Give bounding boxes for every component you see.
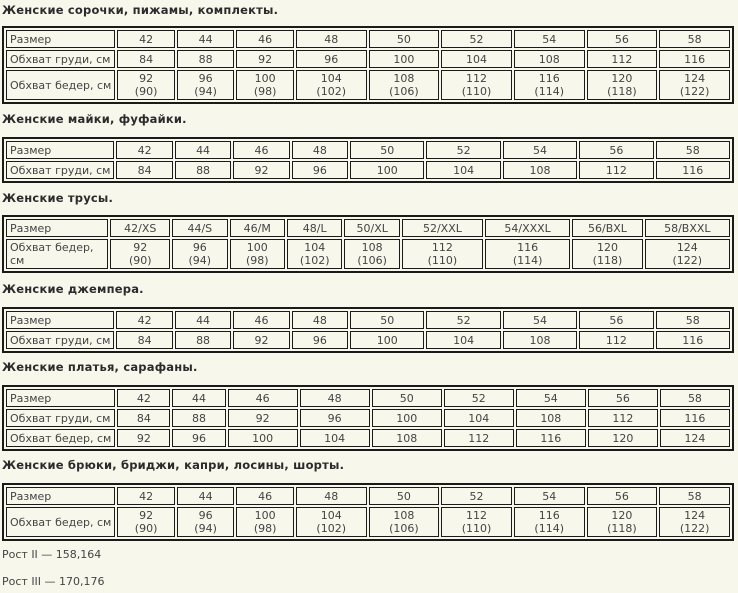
table-row-size <box>6 311 730 329</box>
cell-alt-value: (90) <box>128 254 152 267</box>
row-label: Размер <box>6 30 115 48</box>
cell: 124 <box>660 429 730 447</box>
cell-value: 96 <box>192 241 207 254</box>
cell: 92 <box>233 161 289 179</box>
cell: 54 <box>503 311 577 329</box>
cell: 88 <box>175 161 231 179</box>
cell-value: 124 <box>684 509 706 522</box>
section-trousers <box>2 457 734 541</box>
cell-alt-value: (90) <box>134 522 158 535</box>
cell: 88 <box>175 331 231 349</box>
cell <box>236 507 294 537</box>
cell-value: 92 <box>139 72 154 85</box>
cell-alt-value: (106) <box>357 254 387 267</box>
cell: 44 <box>175 311 231 329</box>
cell: 100 <box>350 331 424 349</box>
section-title: Женские джемпера. <box>2 282 144 296</box>
cell <box>645 239 730 269</box>
cell: 108 <box>514 50 585 68</box>
cell: 52 <box>444 389 514 407</box>
cell <box>587 507 658 537</box>
cell: 56 <box>587 30 658 48</box>
cell: 48 <box>292 311 348 329</box>
cell <box>177 70 235 100</box>
cell: 44 <box>172 389 225 407</box>
cell: 96 <box>292 331 348 349</box>
cell-alt-value: (94) <box>194 522 217 535</box>
cell-alt-value: (122) <box>679 85 710 98</box>
size-table <box>2 137 734 183</box>
cell-alt-value: (122) <box>679 522 710 535</box>
cell: 58 <box>656 141 730 159</box>
cell: 44 <box>177 30 235 48</box>
cell-alt-value: (102) <box>316 522 346 535</box>
cell: 54 <box>514 487 585 505</box>
size-table <box>2 215 734 273</box>
cell: 92 <box>233 331 289 349</box>
cell: 112 <box>588 409 658 427</box>
cell: 112 <box>444 429 514 447</box>
row-label: Размер <box>6 141 114 159</box>
cell: 88 <box>172 409 225 427</box>
cell-value: 108 <box>361 241 383 254</box>
cell-value: 100 <box>246 241 268 254</box>
cell: 46 <box>233 141 289 159</box>
cell: 84 <box>117 50 175 68</box>
cell: 42/XS <box>110 219 170 237</box>
cell: 48 <box>296 30 367 48</box>
table-row-size <box>6 487 730 505</box>
cell: 50 <box>350 311 424 329</box>
cell: 42 <box>117 389 170 407</box>
section-tops <box>2 111 734 183</box>
cell-value: 112 <box>466 72 488 85</box>
cell-value: 116 <box>517 241 539 254</box>
cell: 56 <box>588 389 658 407</box>
row-label: Обхват груди, см <box>6 331 114 349</box>
cell <box>177 507 235 537</box>
cell: 108 <box>503 161 577 179</box>
section-title: Женские майки, фуфайки. <box>2 112 187 126</box>
cell: 120 <box>588 429 658 447</box>
cell-alt-value: (110) <box>427 254 458 267</box>
cell <box>659 70 730 100</box>
cell: 58 <box>659 30 730 48</box>
table-row-hips <box>6 429 730 447</box>
cell <box>572 239 642 269</box>
cell <box>402 239 483 269</box>
cell-alt-value: (102) <box>316 85 346 98</box>
cell <box>441 507 512 537</box>
cell-value: 120 <box>611 72 633 85</box>
cell-alt-value: (114) <box>512 254 543 267</box>
row-label: Обхват бедер, см <box>6 429 115 447</box>
row-label: Обхват груди, см <box>6 161 114 179</box>
row-label: Обхват груди, см <box>6 50 115 68</box>
cell: 112 <box>579 331 653 349</box>
cell: 48/L <box>287 219 342 237</box>
cell: 96 <box>292 161 348 179</box>
cell-alt-value: (118) <box>607 522 637 535</box>
cell: 92 <box>228 409 298 427</box>
cell: 58 <box>659 487 730 505</box>
cell-alt-value: (106) <box>389 85 419 98</box>
cell-value: 104 <box>304 241 326 254</box>
cell <box>236 70 294 100</box>
cell: 44/S <box>172 219 227 237</box>
cell <box>514 70 585 100</box>
cell: 104 <box>444 409 514 427</box>
table-row-bust <box>6 161 730 179</box>
cell <box>369 70 440 100</box>
cell <box>117 507 175 537</box>
cell: 56/BXL <box>572 219 642 237</box>
cell: 96 <box>296 50 367 68</box>
cell: 104 <box>300 429 370 447</box>
row-label: Размер <box>6 311 114 329</box>
cell: 46 <box>228 389 298 407</box>
cell: 44 <box>177 487 235 505</box>
cell-value: 124 <box>684 72 706 85</box>
cell: 46 <box>233 311 289 329</box>
size-table <box>2 26 734 104</box>
cell: 42 <box>117 487 175 505</box>
cell <box>110 239 170 269</box>
cell-value: 92 <box>139 509 154 522</box>
cell-value: 124 <box>676 241 698 254</box>
cell: 104 <box>426 331 500 349</box>
cell-value: 96 <box>198 509 213 522</box>
cell: 42 <box>116 141 172 159</box>
cell-alt-value: (106) <box>389 522 419 535</box>
cell: 116 <box>656 161 730 179</box>
cell-alt-value: (118) <box>607 85 637 98</box>
cell: 52/XXL <box>402 219 483 237</box>
table-row-size <box>6 141 730 159</box>
table-row-bust <box>6 331 730 349</box>
cell: 48 <box>300 389 370 407</box>
cell <box>659 507 730 537</box>
cell: 116 <box>660 409 730 427</box>
row-label: Обхват груди, см <box>6 409 115 427</box>
cell <box>296 507 367 537</box>
cell-alt-value: (90) <box>134 85 158 98</box>
size-table <box>2 385 734 451</box>
cell: 116 <box>659 50 730 68</box>
table-row-size <box>6 389 730 407</box>
cell-value: 100 <box>254 72 276 85</box>
cell: 84 <box>117 409 170 427</box>
cell <box>287 239 342 269</box>
cell-value: 104 <box>320 509 342 522</box>
cell: 42 <box>117 30 175 48</box>
cell: 58 <box>656 311 730 329</box>
cell <box>485 239 570 269</box>
cell: 46/M <box>230 219 285 237</box>
table-row-hips <box>6 70 730 100</box>
row-label: Обхват бедер, см <box>6 507 115 537</box>
cell <box>117 70 175 100</box>
cell: 50 <box>369 487 440 505</box>
cell-value: 108 <box>393 509 415 522</box>
row-label: Обхват бедер, см <box>6 239 108 269</box>
cell: 58/BXXL <box>645 219 730 237</box>
cell: 56 <box>579 141 653 159</box>
section-jumpers <box>2 281 734 353</box>
cell-alt-value: (114) <box>534 85 565 98</box>
cell: 44 <box>175 141 231 159</box>
section-nightwear <box>2 2 734 104</box>
row-label: Размер <box>6 219 108 237</box>
section-title: Женские сорочки, пижамы, комплекты. <box>2 3 279 17</box>
cell-alt-value: (98) <box>253 522 277 535</box>
cell: 50/XL <box>344 219 399 237</box>
row-label: Размер <box>6 487 115 505</box>
table-row-hips <box>6 507 730 537</box>
cell: 84 <box>116 331 172 349</box>
cell <box>514 507 585 537</box>
cell: 52 <box>426 141 500 159</box>
table-row-bust <box>6 409 730 427</box>
section-underwear <box>2 190 734 273</box>
cell-value: 96 <box>198 72 213 85</box>
cell: 56 <box>579 311 653 329</box>
cell-value: 92 <box>133 241 148 254</box>
cell: 92 <box>117 429 170 447</box>
cell: 48 <box>292 141 348 159</box>
cell <box>230 239 285 269</box>
cell: 52 <box>441 487 512 505</box>
cell: 52 <box>426 311 500 329</box>
height-note-ii: Рост II — 158,164 <box>2 548 102 561</box>
cell: 54 <box>516 389 586 407</box>
cell-alt-value: (118) <box>592 254 623 267</box>
cell: 54/XXXL <box>485 219 570 237</box>
cell-alt-value: (94) <box>188 254 212 267</box>
cell: 50 <box>369 30 440 48</box>
cell-alt-value: (102) <box>299 254 330 267</box>
cell <box>369 507 440 537</box>
cell <box>172 239 227 269</box>
cell-value: 120 <box>596 241 618 254</box>
cell: 100 <box>350 161 424 179</box>
cell: 104 <box>441 50 512 68</box>
cell: 50 <box>372 389 442 407</box>
cell: 88 <box>177 50 235 68</box>
cell <box>441 70 512 100</box>
table-row-size <box>6 219 730 237</box>
cell: 46 <box>236 487 294 505</box>
cell: 50 <box>350 141 424 159</box>
cell-value: 116 <box>538 72 560 85</box>
section-title: Женские трусы. <box>2 191 114 205</box>
cell: 112 <box>579 161 653 179</box>
cell: 96 <box>172 429 225 447</box>
cell: 108 <box>503 331 577 349</box>
cell: 42 <box>116 311 172 329</box>
cell: 116 <box>656 331 730 349</box>
cell-alt-value: (98) <box>245 254 269 267</box>
cell-alt-value: (98) <box>253 85 277 98</box>
size-table <box>2 483 734 541</box>
cell: 108 <box>516 409 586 427</box>
cell <box>344 239 399 269</box>
cell: 58 <box>660 389 730 407</box>
cell: 54 <box>514 30 585 48</box>
cell: 108 <box>372 429 442 447</box>
cell: 104 <box>426 161 500 179</box>
cell: 100 <box>228 429 298 447</box>
cell: 46 <box>236 30 294 48</box>
size-table <box>2 307 734 353</box>
cell-alt-value: (110) <box>461 85 492 98</box>
cell-alt-value: (110) <box>461 522 492 535</box>
cell <box>587 70 658 100</box>
cell-value: 116 <box>538 509 560 522</box>
section-title: Женские платья, сарафаны. <box>2 360 198 374</box>
cell: 84 <box>116 161 172 179</box>
section-dresses <box>2 359 734 451</box>
cell-value: 108 <box>393 72 415 85</box>
cell-value: 120 <box>611 509 633 522</box>
cell: 112 <box>587 50 658 68</box>
cell-value: 104 <box>320 72 342 85</box>
cell: 116 <box>516 429 586 447</box>
row-label: Размер <box>6 389 115 407</box>
table-row-bust <box>6 50 730 68</box>
cell: 92 <box>236 50 294 68</box>
table-row-size <box>6 30 730 48</box>
cell: 96 <box>300 409 370 427</box>
table-row-hips <box>6 239 730 269</box>
cell-alt-value: (122) <box>672 254 703 267</box>
section-title: Женские брюки, бриджи, капри, лосины, шорты. <box>2 458 345 472</box>
cell: 56 <box>587 487 658 505</box>
cell <box>296 70 367 100</box>
cell-value: 100 <box>254 509 276 522</box>
cell: 54 <box>503 141 577 159</box>
cell-alt-value: (94) <box>194 85 217 98</box>
cell-alt-value: (114) <box>534 522 565 535</box>
cell: 48 <box>296 487 367 505</box>
cell-value: 112 <box>466 509 488 522</box>
cell: 100 <box>369 50 440 68</box>
cell: 52 <box>441 30 512 48</box>
cell-value: 112 <box>431 241 453 254</box>
row-label: Обхват бедер, см <box>6 70 115 100</box>
height-note-iii: Рост III — 170,176 <box>2 575 105 588</box>
cell: 100 <box>372 409 442 427</box>
